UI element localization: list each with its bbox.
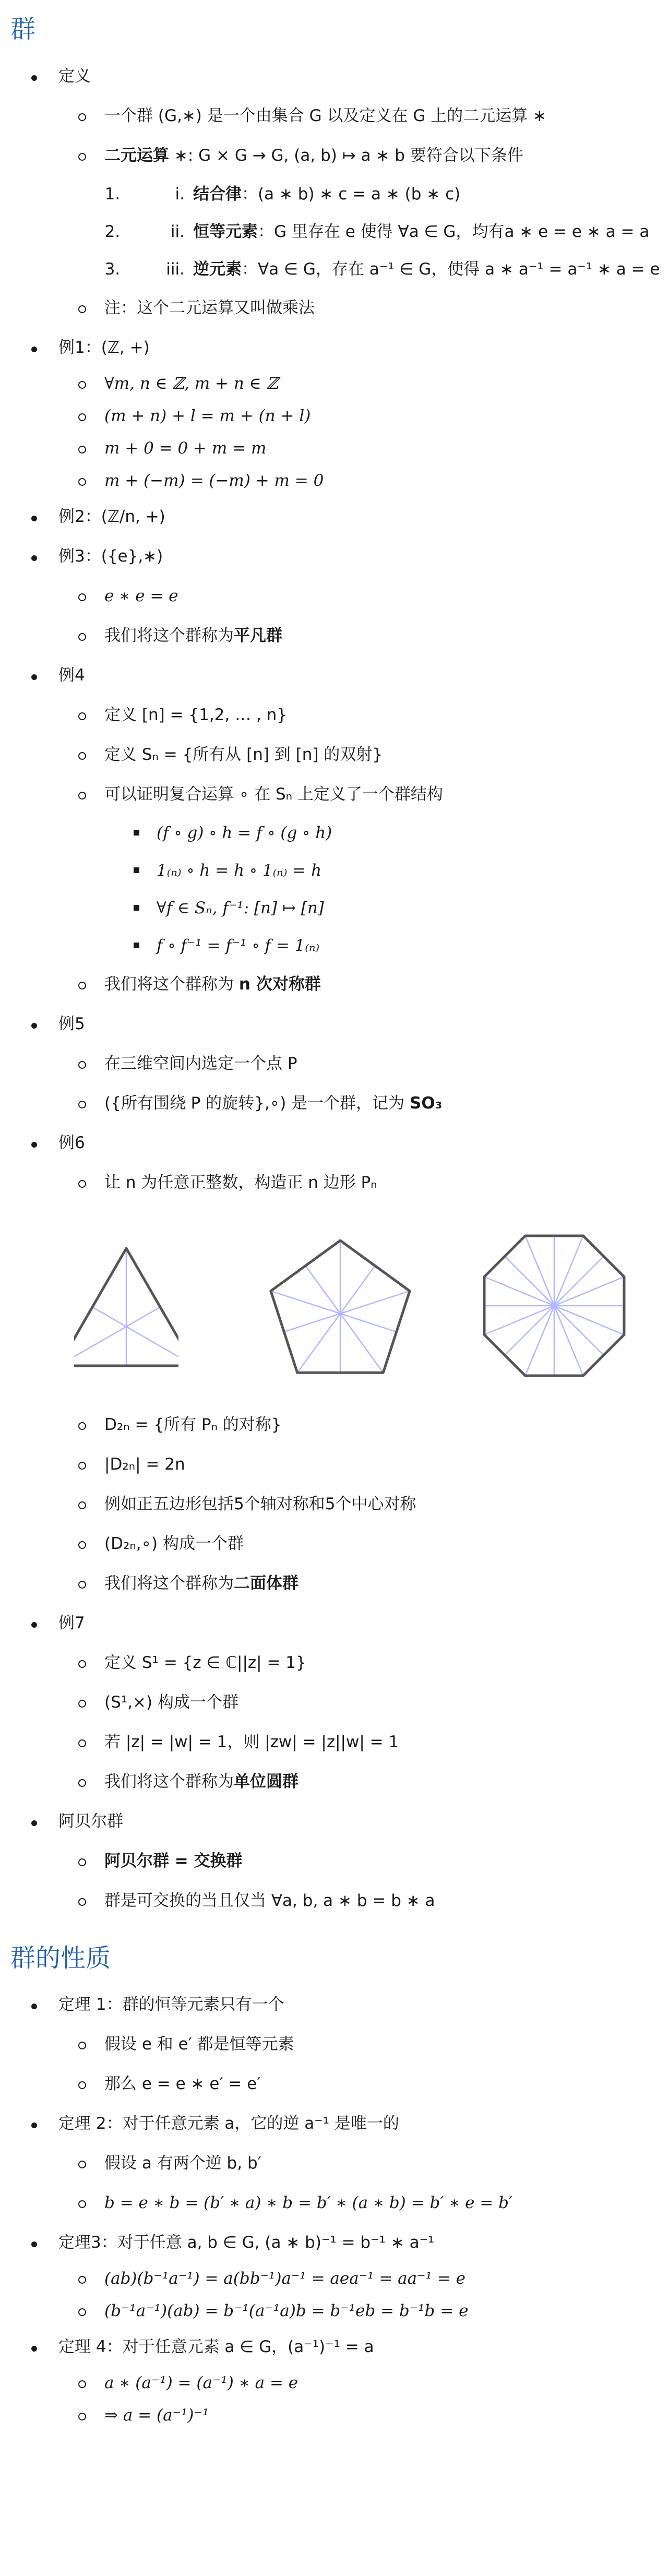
triangle-figure bbox=[74, 1207, 178, 1405]
theorem-4-line: a ∗ (a⁻¹) = (a⁻¹) ∗ a = e bbox=[104, 2367, 669, 2399]
example-3 bbox=[0, 536, 669, 655]
pentagon-figure bbox=[262, 1207, 419, 1405]
axiom-text: ：(a ∗ b) ∗ c = a ∗ (b ∗ c) bbox=[242, 184, 461, 204]
theorem-4-heading: 定理 4：对于任意元素 a ∈ G，(a⁻¹)⁻¹ = a bbox=[58, 2327, 669, 2367]
so3-term: SO₃ bbox=[410, 1093, 443, 1113]
theorem-3-line: (b⁻¹a⁻¹)(ab) = b⁻¹(a⁻¹a)b = b⁻¹eb = b⁻¹b = e bbox=[104, 2295, 669, 2327]
theorem-1-heading: 定理 1：群的恒等元素只有一个 bbox=[58, 1985, 669, 2024]
theorem-1-line: 那么 e = e ∗ e′ = e′ bbox=[104, 2064, 669, 2104]
theorem-4-line: ⇒ a = (a⁻¹)⁻¹ bbox=[104, 2399, 669, 2431]
pentagon-symmetry-axis bbox=[271, 1291, 397, 1331]
example-3-heading: 例3：({e},∗) bbox=[58, 536, 669, 576]
example-1-line: m + 0 = 0 + m = m bbox=[104, 432, 669, 464]
theorem-4 bbox=[0, 2327, 669, 2431]
example-6-line: (D₂ₙ,∘) 构成一个群 bbox=[104, 1524, 669, 1564]
definition-label: 定义 bbox=[58, 56, 669, 96]
example-5 bbox=[0, 1004, 669, 1123]
example-4 bbox=[0, 655, 669, 1004]
abelian-definition bbox=[104, 1841, 669, 1881]
example-5-line: 在三维空间内选定一个点 P bbox=[104, 1044, 669, 1083]
example-6-line: 让 n 为任意正整数，构造正 n 边形 Pₙ bbox=[104, 1163, 669, 1202]
example-6 bbox=[0, 1123, 669, 1603]
circle-group-term: 单位圆群 bbox=[234, 1772, 298, 1791]
definition-note: 注：这个二元运算又叫做乘法 bbox=[104, 288, 669, 328]
example-1-line: m + (−m) = (−m) + m = 0 bbox=[104, 464, 669, 497]
example-7 bbox=[0, 1603, 669, 1802]
example-4-name bbox=[104, 964, 669, 1004]
group-outline bbox=[0, 56, 669, 1921]
example-6-line: 例如正五边形包括5个轴对称和5个中心对称 bbox=[104, 1484, 669, 1524]
binary-operation-statement bbox=[104, 136, 669, 175]
abelian-line: 群是可交换的当且仅当 ∀a, b, a ∗ b = b ∗ a bbox=[104, 1881, 669, 1921]
example-6-name-prefix: 我们将这个群称为 bbox=[104, 1573, 234, 1593]
dihedral-group-term: 二面体群 bbox=[234, 1573, 298, 1593]
axiom-associativity bbox=[175, 175, 669, 213]
octagon-figure bbox=[476, 1207, 632, 1405]
group-axiom-line: 1₍ₙ₎ ∘ h = h ∘ 1₍ₙ₎ = h bbox=[157, 852, 669, 889]
binary-operation-text: ∗: G × G → G, (a, b) ↦ a ∗ b 要符合以下条件 bbox=[169, 146, 523, 165]
example-1-line: ∀m, n ∈ ℤ, m + n ∈ ℤ bbox=[104, 367, 669, 400]
example-6-line: |D₂ₙ| = 2n bbox=[104, 1445, 669, 1484]
example-7-line: 定义 S¹ = {z ∈ ℂ||z| = 1} bbox=[104, 1643, 669, 1683]
group-axiom-line: ∀f ∈ Sₙ, f⁻¹: [n] ↦ [n] bbox=[157, 889, 669, 927]
example-3-line: e ∗ e = e bbox=[104, 576, 669, 616]
example-7-line: 若 |z| = |w| = 1，则 |zw| = |z||w| = 1 bbox=[104, 1722, 669, 1762]
abelian-group bbox=[0, 1802, 669, 1921]
axiom-inverse bbox=[166, 251, 669, 288]
polygon-figures bbox=[58, 1207, 669, 1405]
example-6-name bbox=[104, 1564, 669, 1603]
example-1 bbox=[0, 328, 669, 497]
example-4-line: 可以证明复合运算 ∘ 在 Sₙ 上定义了一个群结构 bbox=[104, 774, 669, 814]
theorem-3-line: (ab)(b⁻¹a⁻¹) = a(bb⁻¹)a⁻¹ = aea⁻¹ = aa⁻¹ = e bbox=[104, 2262, 669, 2295]
abelian-term: 阿贝尔群 = 交换群 bbox=[104, 1851, 243, 1870]
axiom-text: ：G 里存在 e 使得 ∀a ∈ G，均有a ∗ e = e ∗ a = a bbox=[258, 222, 650, 241]
definition-item bbox=[0, 56, 669, 328]
example-4-heading: 例4 bbox=[58, 655, 669, 695]
example-6-heading: 例6 bbox=[58, 1123, 669, 1163]
example-4-line: 定义 Sₙ = {所有从 [n] 到 [n] 的双射} bbox=[104, 735, 669, 774]
section-title-group: 群 bbox=[10, 15, 36, 44]
example-5-heading: 例5 bbox=[58, 1004, 669, 1044]
abelian-heading: 阿贝尔群 bbox=[58, 1802, 669, 1841]
definition-group-statement: 一个群 (G,∗) 是一个由集合 G 以及定义在 G 上的二元运算 ∗ bbox=[104, 96, 669, 136]
example-3-name-prefix: 我们将这个群称为 bbox=[104, 626, 234, 645]
theorem-2-line: 假设 a 有两个逆 b, b′ bbox=[104, 2143, 669, 2183]
theorem-2 bbox=[0, 2104, 669, 2223]
example-7-line: (S¹,×) 构成一个群 bbox=[104, 1683, 669, 1722]
example-7-name-prefix: 我们将这个群称为 bbox=[104, 1772, 234, 1791]
example-4-line: 定义 [n] = {1,2, … , n} bbox=[104, 695, 669, 735]
axiom-identity bbox=[170, 213, 669, 251]
theorem-3 bbox=[0, 2223, 669, 2327]
pentagon-symmetry-axis bbox=[284, 1291, 410, 1331]
theorem-2-line: b = e ∗ b = (b′ ∗ a) ∗ b = b′ ∗ (a ∗ b) = b′ ∗ e = b′ bbox=[104, 2183, 669, 2223]
axiom-term: 结合律 bbox=[193, 184, 242, 204]
example-3-name bbox=[104, 616, 669, 655]
group-axiom-line: (f ∘ g) ∘ h = f ∘ (g ∘ h) bbox=[157, 814, 669, 852]
theorem-3-heading: 定理3：对于任意 a, b ∈ G, (a ∗ b)⁻¹ = b⁻¹ ∗ a⁻¹ bbox=[58, 2223, 669, 2262]
axiom-number: 3. iii. bbox=[166, 259, 185, 279]
axiom-text: ：∀a ∈ G，存在 a⁻¹ ∈ G，使得 a ∗ a⁻¹ = a⁻¹ ∗ a = e bbox=[242, 259, 660, 279]
group-axiom-line: f ∘ f⁻¹ = f⁻¹ ∘ f = 1₍ₙ₎ bbox=[157, 927, 669, 964]
axiom-number: 1. i. bbox=[175, 184, 185, 204]
example-6-line: D₂ₙ = {所有 Pₙ 的对称} bbox=[104, 1405, 669, 1445]
axiom-number: 2. ii. bbox=[170, 222, 185, 241]
axiom-term: 恒等元素 bbox=[193, 222, 258, 241]
pentagon-symmetry-axis bbox=[305, 1266, 383, 1373]
example-1-heading: 例1：(ℤ, +) bbox=[58, 328, 669, 367]
example-7-name bbox=[104, 1762, 669, 1802]
theorem-2-heading: 定理 2：对于任意元素 a，它的逆 a⁻¹ 是唯一的 bbox=[58, 2104, 669, 2143]
example-4-name-prefix: 我们将这个群称为 bbox=[104, 974, 239, 994]
example-2 bbox=[0, 497, 669, 536]
theorem-1-line: 假设 e 和 e′ 都是恒等元素 bbox=[104, 2024, 669, 2064]
theorem-1 bbox=[0, 1985, 669, 2104]
pentagon-symmetry-axis bbox=[297, 1266, 375, 1373]
example-5-name-prefix: ({所有围绕 P 的旋转},∘) 是一个群，记为 bbox=[104, 1093, 410, 1113]
section-title-properties: 群的性质 bbox=[10, 1943, 111, 1973]
trivial-group-term: 平凡群 bbox=[234, 626, 282, 645]
binary-operation-term: 二元运算 bbox=[104, 146, 169, 165]
axiom-term: 逆元素 bbox=[193, 259, 242, 279]
example-2-heading: 例2：(ℤ/n, +) bbox=[58, 497, 669, 536]
example-1-line: (m + n) + l = m + (n + l) bbox=[104, 400, 669, 432]
example-7-heading: 例7 bbox=[58, 1603, 669, 1643]
example-5-name bbox=[104, 1083, 669, 1123]
symmetric-group-term: n 次对称群 bbox=[238, 974, 321, 994]
properties-outline bbox=[0, 1985, 669, 2431]
